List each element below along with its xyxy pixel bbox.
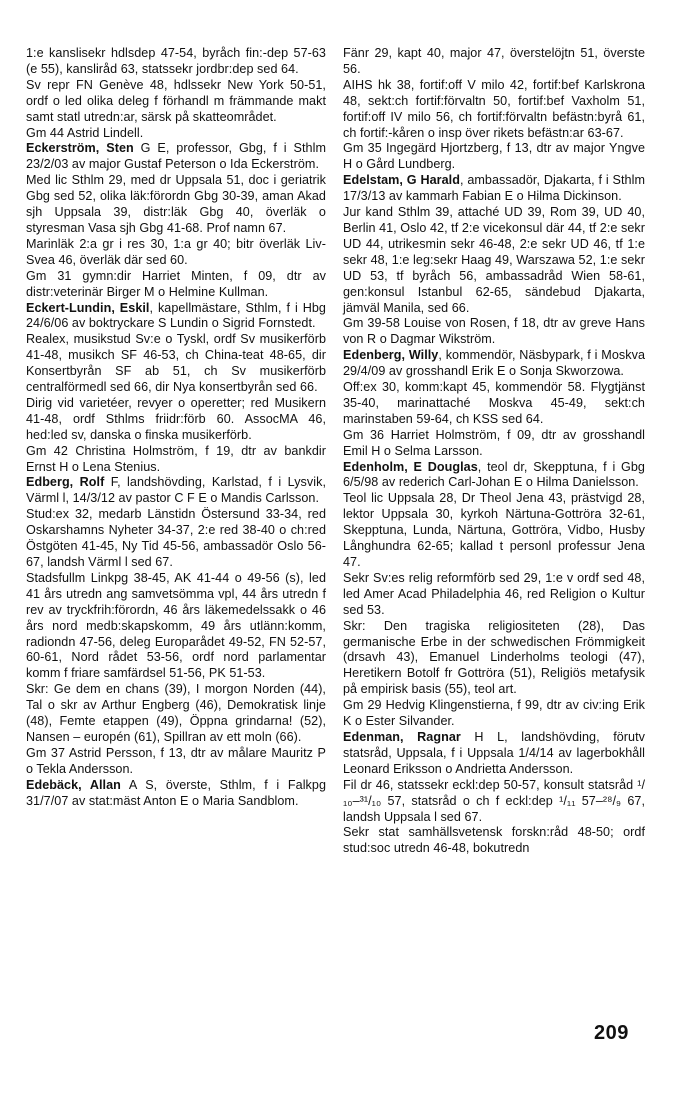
- entry-text: Gm 29 Hedvig Klingenstierna, f 99, dtr av civ:ing Erik K o Ester Silvander.: [343, 698, 645, 729]
- entry-text: Realex, musikstud Sv:e o Tyskl, ordf Sv musikerförb 41-48, musikch SF 46-53, ch China-teat 48-65, dir Konsertbyrån SF ab 51, ch Sv musikerförb centralförmedl sed 66, dir Nya konsertbyrån sed 66.: [26, 332, 326, 395]
- biography-entry-paragraph: [343, 778, 645, 826]
- entry-text: Gm 37 Astrid Persson, f 13, dtr av målare Mauritz P o Tekla Andersson.: [26, 745, 326, 776]
- entry-text: Gm 31 gymn:dir Harriet Minten, f 09, dtr av distr:veterinär Birger M o Helmine Kullman.: [26, 268, 326, 299]
- entry-text: Gm 35 Ingegärd Hjortzberg, f 13, dtr av major Yngve H o Gård Lundberg.: [343, 141, 645, 172]
- biography-entry-paragraph: [343, 825, 645, 857]
- entry-text: Sekr stat samhällsvetensk forskn:råd 48-50; ordf stud:soc utredn 46-48, bokutredn: [343, 825, 645, 856]
- biography-entry-paragraph: [26, 444, 326, 476]
- biography-entry-paragraph: [26, 237, 326, 269]
- entry-text: , kapellmästare, Sthlm, f i Hbg 24/6/06 av boktryckare S Lundin o Sigrid Fornstedt.: [26, 300, 326, 331]
- biography-entry-paragraph: [343, 491, 645, 571]
- entry-text: , kommendör, Näsbypark, f i Moskva 29/4/09 av grosshandl Erik E o Sonja Skworzowa.: [343, 348, 645, 379]
- biography-entry-heading: [26, 778, 326, 810]
- right-column: [343, 46, 645, 857]
- entry-text: Gm 44 Astrid Lindell.: [26, 125, 144, 140]
- entry-text: Gm 36 Harriet Holmström, f 09, dtr av grosshandl Emil H o Selma Larsson.: [343, 427, 645, 458]
- entry-name: Edebäck, Allan: [26, 777, 121, 792]
- entry-text: Stud:ex 32, medarb Länstidn Östersund 33-34, red Oskarshamns Nyheter 34-37, 2:e red 38-40 o ch:red Östgöten 41-45, Ny Tid 45-56, ambassadör Oslo 56-67, landsh Värml l sed 67.: [26, 507, 326, 569]
- entry-text: F, landshövding, Karlstad, f i Lysvik, Värml l, 14/3/12 av pastor C F E o Mandis Carlsson.: [26, 475, 326, 506]
- biography-entry-paragraph: [343, 619, 645, 699]
- biography-entry-heading: [343, 730, 645, 778]
- biography-entry-paragraph: [26, 682, 326, 746]
- entry-text: Skr: Den tragiska religiositeten (28), Das germanische Erbe in der schwedischen Frömmigkeit (drsavh 43), Emanuel Linderholms teologi (47), Heretikern Botolf fr Gottröra (51), Religiös metafysik på empirisk basis (55), teol art.: [343, 618, 645, 697]
- biography-entry-paragraph: [343, 571, 645, 619]
- biography-entry-paragraph: [26, 173, 326, 237]
- biography-entry-heading: [343, 348, 645, 380]
- biography-entry-heading: [26, 301, 326, 333]
- entry-text: Gm 42 Christina Holmström, f 19, dtr av bankdir Ernst H o Lena Stenius.: [26, 443, 326, 474]
- entry-text: Jur kand Sthlm 39, attaché UD 39, Rom 39, UD 40, Berlin 41, Oslo 42, tf 2:e vicekonsul där 44, tf 2:e sekr UD 44, utrikesmin sekr 46-48, 2:e sekr UD 46, tf 1:e sekr 48, 1:e leg:sekr Haag 49, Warszawa 52, 1:e sekr UD 53, tf byråch 56, ambassadråd Wien 58-61, gen:konsul Istanbul 62-65, sändebud Djakarta, jämväl Manila, sed 66.: [343, 205, 645, 315]
- entry-text: A S, överste, Sthlm, f i Falkpg 31/7/07 av stat:mäst Anton E o Maria Sandblom.: [26, 777, 326, 808]
- left-column: [26, 46, 326, 810]
- entry-text: AIHS hk 38, fortif:off V milo 42, fortif:bef Karlskrona 48, sekt:ch fortif:förvaltn 50, fortif:bef Vaxholm 51, fortif:off IV milo 56, ch fortif:förvaltn befästn:byrå 61, ch fortif:-kåren o insp över rikets befästn:ar 63-67.: [343, 77, 645, 140]
- biography-entry-paragraph: [343, 316, 645, 348]
- entry-text: Stadsfullm Linkpg 38-45, AK 41-44 o 49-56 (s), led 41 års utredn ang samvetsömma vpl, 44 års utredn f rev av tryckfrih:förordn, 46 års läkemedelssakk o 46 års nord medb:skapskomm, 49 års utlänn:komm, radiondn 47-56, deleg Europarådet 49-52, FN 52-57, 60-61, Nord rådet 53-56, ordf nord parlamentar komm f friare samfärdsel 51-56, PK 51-53.: [26, 570, 326, 681]
- entry-text: Dirig vid varietéer, revyer o operetter; red Musikern 41-48, ordf Sthlms friidr:förb 60. AssocMA 46, hed:led sv, danska o finska musikerförb.: [26, 395, 326, 442]
- biography-entry-paragraph: [26, 507, 326, 571]
- biography-entry-paragraph: [343, 78, 645, 142]
- biography-entry-paragraph: [343, 205, 645, 316]
- entry-text: Fänr 29, kapt 40, major 47, överstelöjtn 51, överste 56.: [343, 46, 645, 76]
- entry-text: , teol dr, Skepptuna, f i Gbg 6/5/98 av rederich Carl-Johan E o Hilma Danielsson.: [343, 459, 645, 490]
- entry-text: 1:e kanslisekr hdlsdep 47-54, byråch fin:-dep 57-63 (e 55), kanslіråd 63, statssekr jordbr:dep sed 64.: [26, 46, 326, 76]
- entry-text: Skr: Ge dem en chans (39), I morgon Norden (44), Tal o skr av Arthur Engberg (46), Demokratisk linje (48), Femte etappen (49), Öppna grindarna! (52), Nansen – europén (61), Spillran av ett moln (66).: [26, 682, 326, 744]
- biography-entry-paragraph: [26, 78, 326, 126]
- biography-entry-paragraph: [26, 269, 326, 301]
- entry-text: , ambassadör, Djakarta, f i Sthlm 17/3/13 av kammarh Fabian E o Hilma Dickinson.: [343, 173, 645, 204]
- page-number: 209: [594, 1022, 629, 1044]
- entry-text: Marinläk 2:a gr i res 30, 1:a gr 40; bitr överläk Liv-Svea 46, överläk där sed 60.: [26, 236, 326, 267]
- entry-name: Edenman, Ragnar: [343, 729, 461, 744]
- biography-entry-paragraph: [343, 141, 645, 173]
- entry-text: G E, professor, Gbg, f i Sthlm 23/2/03 av major Gustaf Peterson o Ida Eckerström.: [26, 141, 326, 172]
- biography-entry-paragraph: [26, 46, 326, 78]
- biography-entry-paragraph: [26, 126, 326, 142]
- biography-entry-paragraph: [343, 428, 645, 460]
- entry-text: Sekr Sv:es relig reformförb sed 29, 1:e v ordf sed 48, led Amer Acad Philadelphia 46, red Religion o Kultur sed 53.: [343, 570, 645, 617]
- entry-name: Edberg, Rolf: [26, 475, 105, 490]
- biography-entry-paragraph: [26, 396, 326, 444]
- biography-entry-heading: [343, 460, 645, 492]
- entry-name: Edenberg, Willy: [343, 348, 439, 363]
- entry-text: Sv repr FN Genève 48, hdlssekr New York 50-51, ordf o led olika deleg f förhandl m främmande makt samt statl utredn:ar, särsk på skatteområdet.: [26, 77, 326, 124]
- entry-text: H L, landshövding, förutv statsråd, Uppsala, f i Uppsala 1/4/14 av lagerbokhåll Leonard Eriksson o Andrietta Andersson.: [343, 729, 645, 776]
- entry-name: Edenholm, E Douglas: [343, 459, 478, 474]
- biography-entry-paragraph: [26, 571, 326, 682]
- entry-text: Gm 39-58 Louise von Rosen, f 18, dtr av greve Hans von R o Dagmar Wikström.: [343, 316, 645, 347]
- entry-name: Edelstam, G Harald: [343, 173, 460, 188]
- entry-name: Eckerström, Sten: [26, 141, 134, 156]
- biography-entry-paragraph: [26, 746, 326, 778]
- entry-text: Teol lic Uppsala 28, Dr Theol Jena 43, prästvigd 28, lektor Uppsala 30, kyrkoh Närtuna-Gottröra 32-61, Skepptuna, Lunda, Närtuna, Gottröra, Vidbo, Husby Långhundra 62-65; kallad t personl professur Jena 47.: [343, 491, 645, 569]
- biography-entry-heading: [26, 475, 326, 507]
- biography-entry-paragraph: [343, 380, 645, 428]
- biography-entry-heading: [26, 141, 326, 173]
- entry-name: Eckert-Lundin, Eskil: [26, 300, 150, 315]
- biography-entry-paragraph: [343, 698, 645, 730]
- biography-entry-paragraph: [26, 332, 326, 396]
- biography-entry-heading: [343, 173, 645, 205]
- entry-text: Fil dr 46, statssekr eckl:dep 50-57, konsult statsråd ¹/₁₀–³¹/₁₀ 57, statsråd o ch f eckl:dep ¹/₁₁ 57–²⁸/₉ 67, landsh Uppsala l sed 67.: [343, 777, 645, 824]
- entry-text: Med lic Sthlm 29, med dr Uppsala 51, doc i geriatrik Gbg sed 52, olika läk:förordn Gbg 30-39, aman Akad sjh Uppsala 39, distr:läk Gbg 40, överläk o styresman Vasa sjh Gbg 41-68. Prof namn 67.: [26, 173, 326, 235]
- biography-entry-paragraph: [343, 46, 645, 78]
- entry-text: Off:ex 30, komm:kapt 45, kommendör 58. Flygtjänst 35-40, marinattaché Moskva 45-49, sekt:ch marinstaben 59-64, ch KSS sed 64.: [343, 380, 645, 426]
